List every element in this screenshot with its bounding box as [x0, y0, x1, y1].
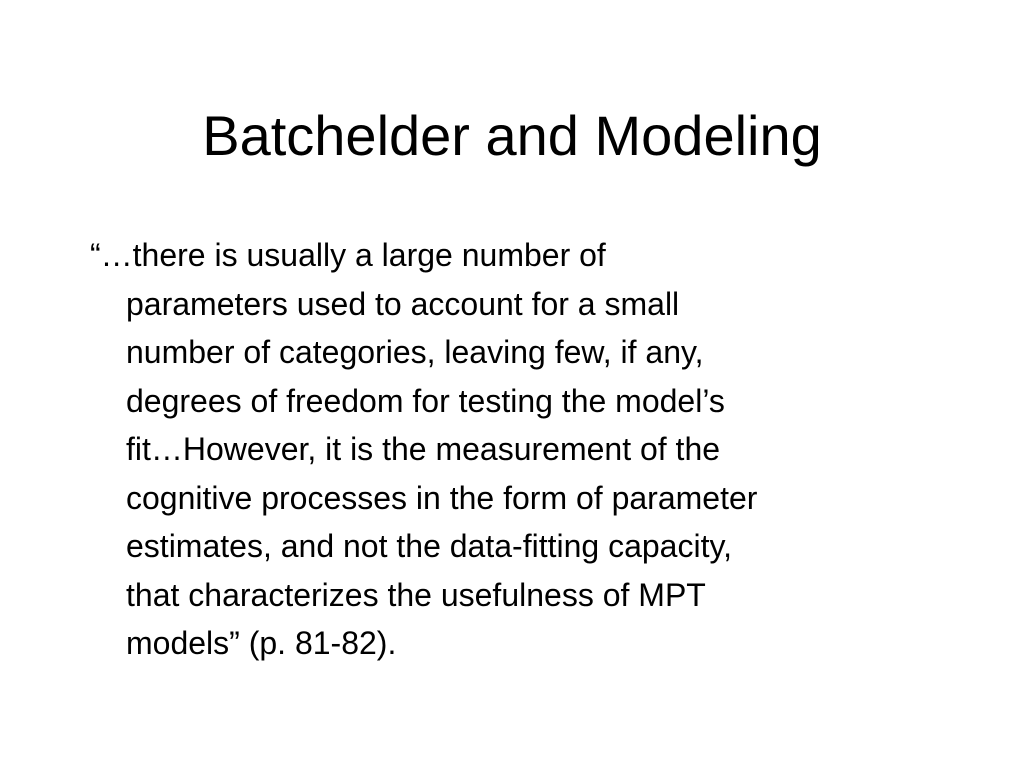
- quote-line: parameters used to account for a small: [126, 285, 680, 322]
- quote-line: that characterizes the usefulness of MPT: [126, 576, 706, 613]
- quote-line: fit…However, it is the measurement of the: [126, 431, 721, 467]
- quote-line: degrees of freedom for testing the model’s: [126, 382, 725, 419]
- quote-line: estimates, and not the data-fitting capacity,: [126, 528, 732, 564]
- quote-line: cognitive processes in the form of parameter: [126, 479, 758, 516]
- quote-bullet: [90, 231, 950, 668]
- slide-title: Batchelder and Modeling: [202, 104, 822, 167]
- quote-line: “…there is usually a large number of: [90, 237, 606, 273]
- quote-line: number of categories, leaving few, if any,: [126, 334, 704, 370]
- quote-citation-line: models” (p. 81-82).: [126, 625, 397, 661]
